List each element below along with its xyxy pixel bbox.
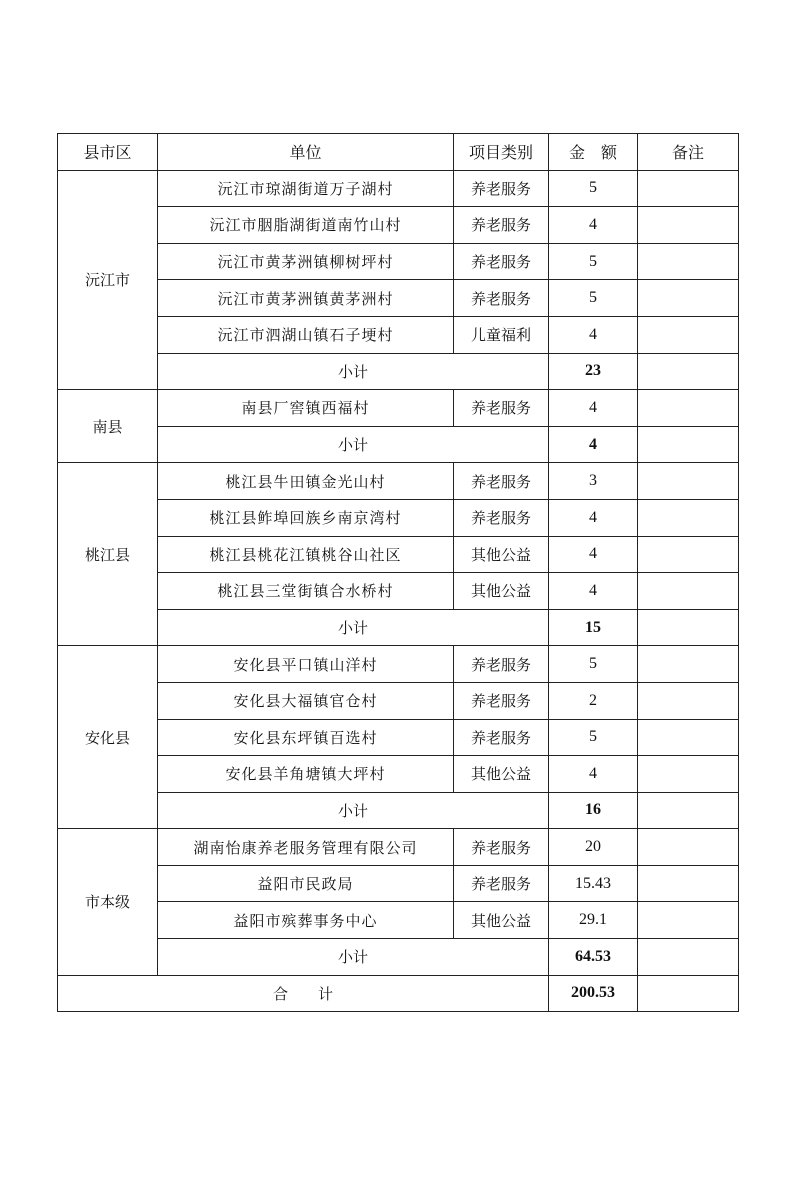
note-cell <box>638 170 739 207</box>
table-row <box>58 756 739 793</box>
note-cell <box>638 316 739 353</box>
unit-cell: 沅江市黄茅洲镇柳树坪村 <box>158 243 454 280</box>
amount-cell: 5 <box>549 170 638 207</box>
note-cell <box>638 646 739 683</box>
note-cell <box>638 463 739 500</box>
table-row <box>58 902 739 939</box>
amount-cell: 29.1 <box>549 902 638 939</box>
table-row <box>58 646 739 683</box>
subtotal-amount: 15 <box>549 609 638 646</box>
category-cell: 其他公益 <box>454 756 549 793</box>
table-row <box>58 573 739 610</box>
table-row <box>58 280 739 317</box>
unit-cell: 沅江市泗湖山镇石子埂村 <box>158 316 454 353</box>
table-row <box>58 170 739 207</box>
amount-cell: 5 <box>549 646 638 683</box>
amount-cell: 2 <box>549 682 638 719</box>
unit-cell: 桃江县牛田镇金光山村 <box>158 463 454 500</box>
unit-cell: 安化县大福镇官仓村 <box>158 682 454 719</box>
category-cell: 养老服务 <box>454 390 549 427</box>
county-cell: 沅江市 <box>58 170 158 390</box>
total-amount: 200.53 <box>549 975 638 1012</box>
unit-cell: 沅江市胭脂湖街道南竹山村 <box>158 207 454 244</box>
unit-cell: 桃江县桃花江镇桃谷山社区 <box>158 536 454 573</box>
table-row <box>58 207 739 244</box>
category-cell: 其他公益 <box>454 902 549 939</box>
unit-cell: 益阳市民政局 <box>158 865 454 902</box>
county-cell: 南县 <box>58 390 158 463</box>
subtotal-amount: 16 <box>549 792 638 829</box>
county-cell: 桃江县 <box>58 463 158 646</box>
category-cell: 养老服务 <box>454 499 549 536</box>
table-row <box>58 316 739 353</box>
note-cell <box>638 609 739 646</box>
note-cell <box>638 573 739 610</box>
table-row <box>58 536 739 573</box>
amount-cell: 4 <box>549 756 638 793</box>
unit-cell: 沅江市琼湖街道万子湖村 <box>158 170 454 207</box>
unit-cell: 安化县平口镇山洋村 <box>158 646 454 683</box>
amount-cell: 15.43 <box>549 865 638 902</box>
table-row <box>58 390 739 427</box>
header-note: 备注 <box>638 134 739 171</box>
note-cell <box>638 682 739 719</box>
amount-cell: 4 <box>549 390 638 427</box>
subtotal-row <box>58 609 739 646</box>
header-amount: 金 额 <box>549 134 638 171</box>
table-row <box>58 243 739 280</box>
amount-cell: 5 <box>549 280 638 317</box>
unit-cell: 南县厂窖镇西福村 <box>158 390 454 427</box>
note-cell <box>638 902 739 939</box>
subtotal-row <box>58 939 739 976</box>
category-cell: 养老服务 <box>454 865 549 902</box>
category-cell: 儿童福利 <box>454 316 549 353</box>
note-cell <box>638 865 739 902</box>
note-cell <box>638 280 739 317</box>
subtotal-label: 小计 <box>158 353 549 390</box>
table-row <box>58 463 739 500</box>
table-row <box>58 865 739 902</box>
subtotal-label: 小计 <box>158 609 549 646</box>
note-cell <box>638 756 739 793</box>
total-label: 合 计 <box>58 975 549 1012</box>
subtotal-label: 小计 <box>158 939 549 976</box>
note-cell <box>638 243 739 280</box>
category-cell: 养老服务 <box>454 682 549 719</box>
category-cell: 其他公益 <box>454 536 549 573</box>
subtotal-row <box>58 426 739 463</box>
county-cell: 安化县 <box>58 646 158 829</box>
unit-cell: 沅江市黄茅洲镇黄茅洲村 <box>158 280 454 317</box>
unit-cell: 湖南怡康养老服务管理有限公司 <box>158 829 454 866</box>
total-row <box>58 975 739 1012</box>
subtotal-amount: 23 <box>549 353 638 390</box>
subtotal-label: 小计 <box>158 426 549 463</box>
amount-cell: 4 <box>549 499 638 536</box>
amount-cell: 20 <box>549 829 638 866</box>
category-cell: 养老服务 <box>454 719 549 756</box>
unit-cell: 安化县东坪镇百选村 <box>158 719 454 756</box>
note-cell <box>638 939 739 976</box>
unit-cell: 安化县羊角塘镇大坪村 <box>158 756 454 793</box>
unit-cell: 桃江县鲊埠回族乡南京湾村 <box>158 499 454 536</box>
table-row <box>58 682 739 719</box>
note-cell <box>638 390 739 427</box>
amount-cell: 4 <box>549 536 638 573</box>
amount-cell: 3 <box>549 463 638 500</box>
county-cell: 市本级 <box>58 829 158 975</box>
amount-cell: 5 <box>549 243 638 280</box>
unit-cell: 桃江县三堂街镇合水桥村 <box>158 573 454 610</box>
subtotal-amount: 4 <box>549 426 638 463</box>
amount-cell: 4 <box>549 207 638 244</box>
amount-cell: 4 <box>549 316 638 353</box>
note-cell <box>638 719 739 756</box>
note-cell <box>638 207 739 244</box>
header-county: 县市区 <box>58 134 158 171</box>
note-cell <box>638 426 739 463</box>
category-cell: 养老服务 <box>454 280 549 317</box>
note-cell <box>638 499 739 536</box>
table-row <box>58 719 739 756</box>
category-cell: 养老服务 <box>454 646 549 683</box>
subtotal-row <box>58 792 739 829</box>
header-category: 项目类别 <box>454 134 549 171</box>
table-row <box>58 829 739 866</box>
note-cell <box>638 829 739 866</box>
amount-cell: 5 <box>549 719 638 756</box>
category-cell: 养老服务 <box>454 170 549 207</box>
category-cell: 养老服务 <box>454 463 549 500</box>
category-cell: 养老服务 <box>454 243 549 280</box>
unit-cell: 益阳市殡葬事务中心 <box>158 902 454 939</box>
note-cell <box>638 975 739 1012</box>
subtotal-row <box>58 353 739 390</box>
header-unit: 单位 <box>158 134 454 171</box>
category-cell: 其他公益 <box>454 573 549 610</box>
note-cell <box>638 536 739 573</box>
amount-cell: 4 <box>549 573 638 610</box>
funding-table <box>57 133 739 1012</box>
category-cell: 养老服务 <box>454 207 549 244</box>
note-cell <box>638 792 739 829</box>
subtotal-label: 小计 <box>158 792 549 829</box>
category-cell: 养老服务 <box>454 829 549 866</box>
note-cell <box>638 353 739 390</box>
subtotal-amount: 64.53 <box>549 939 638 976</box>
header-row <box>58 134 739 171</box>
table-row <box>58 499 739 536</box>
